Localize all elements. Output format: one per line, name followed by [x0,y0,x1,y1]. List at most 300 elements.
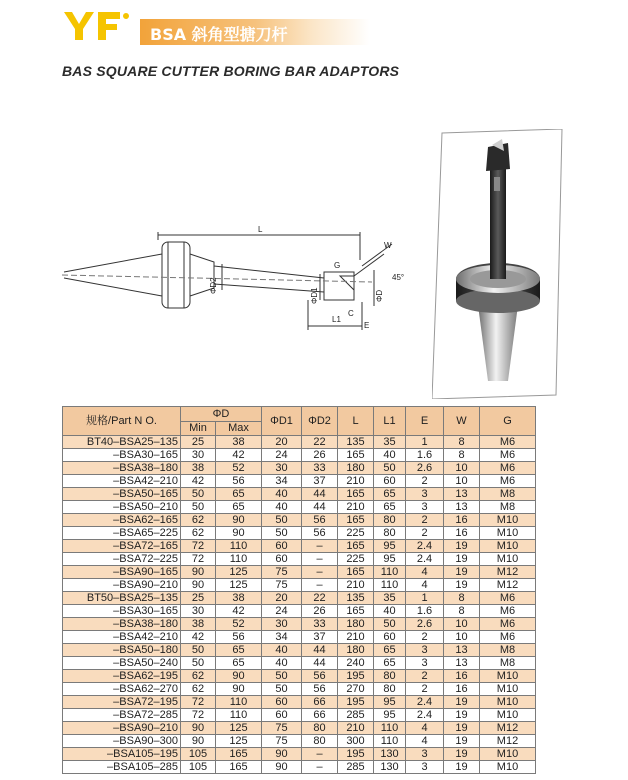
header-e: E [406,407,444,436]
cell-l1: 110 [374,579,406,592]
cell-part-no: –BSA62–195 [63,670,181,683]
cell-d-max: 90 [216,527,262,540]
cell-d-max: 90 [216,514,262,527]
dim-L-label: L [258,225,263,234]
cell-d1: 50 [262,514,302,527]
cell-d-max: 38 [216,436,262,449]
cell-e: 1.6 [406,449,444,462]
header-part-no: 规格/Part N O. [63,407,181,436]
cell-l1: 130 [374,761,406,774]
cell-d-max: 110 [216,696,262,709]
table-row [63,475,536,488]
product-photo [432,129,566,399]
cell-d-max: 110 [216,709,262,722]
cell-l1: 60 [374,631,406,644]
cell-l1: 80 [374,514,406,527]
cell-d-max: 90 [216,670,262,683]
cell-part-no: –BSA105–195 [63,748,181,761]
cell-w: 13 [444,501,480,514]
cell-d2: – [302,748,338,761]
table-row [63,618,536,631]
cell-w: 8 [444,592,480,605]
table-row [63,566,536,579]
table-row [63,488,536,501]
cell-d1: 24 [262,449,302,462]
cell-w: 16 [444,527,480,540]
cell-d-min: 62 [181,527,216,540]
cell-w: 19 [444,553,480,566]
cell-d1: 40 [262,644,302,657]
cell-d1: 40 [262,501,302,514]
cell-d2: 22 [302,592,338,605]
cell-d2: 44 [302,657,338,670]
cell-d-min: 90 [181,566,216,579]
page-subtitle: BAS SQUARE CUTTER BORING BAR ADAPTORS [62,63,400,79]
cell-d-min: 42 [181,631,216,644]
table-row [63,462,536,475]
cell-l1: 95 [374,709,406,722]
cell-d1: 50 [262,683,302,696]
cell-d-min: 72 [181,553,216,566]
cell-g: M6 [480,631,536,644]
cell-d-min: 62 [181,514,216,527]
spec-table [62,406,536,774]
cell-e: 1 [406,592,444,605]
cell-d-min: 72 [181,696,216,709]
cell-l: 285 [338,709,374,722]
cell-d-max: 56 [216,631,262,644]
cell-part-no: –BSA42–210 [63,631,181,644]
cell-d2: 56 [302,514,338,527]
cell-d2: 26 [302,449,338,462]
cell-d1: 75 [262,566,302,579]
cell-l: 165 [338,488,374,501]
cell-part-no: –BSA62–165 [63,514,181,527]
cell-w: 19 [444,748,480,761]
cell-e: 1.6 [406,605,444,618]
header-w: W [444,407,480,436]
cell-d1: 30 [262,462,302,475]
cell-d1: 75 [262,579,302,592]
header-g: G [480,407,536,436]
cell-g: M8 [480,488,536,501]
cell-e: 1 [406,436,444,449]
cell-d-max: 110 [216,553,262,566]
table-row [63,644,536,657]
cell-l: 240 [338,657,374,670]
cell-w: 16 [444,683,480,696]
table-row [63,735,536,748]
cell-e: 3 [406,644,444,657]
cell-d1: 90 [262,748,302,761]
cell-e: 2 [406,514,444,527]
table-row [63,748,536,761]
table-row [63,514,536,527]
cell-l: 165 [338,605,374,618]
cell-l1: 95 [374,696,406,709]
dim-W-label: W [384,241,392,250]
logo-mark-icon [62,8,132,42]
cell-l: 195 [338,696,374,709]
cell-d1: 60 [262,696,302,709]
cell-l: 135 [338,592,374,605]
cell-d-max: 38 [216,592,262,605]
cell-d2: 66 [302,696,338,709]
cell-part-no: BT50–BSA25–135 [63,592,181,605]
table-row [63,579,536,592]
cell-l1: 80 [374,527,406,540]
cell-l: 180 [338,462,374,475]
cell-d2: 56 [302,683,338,696]
cell-d-min: 50 [181,644,216,657]
cell-d2: 44 [302,488,338,501]
cell-g: M10 [480,748,536,761]
cell-g: M10 [480,709,536,722]
cell-l1: 60 [374,475,406,488]
cell-d-min: 72 [181,709,216,722]
cell-d2: 22 [302,436,338,449]
cell-part-no: –BSA72–195 [63,696,181,709]
cell-d-min: 50 [181,488,216,501]
header-d-max: Max [216,422,262,436]
cell-l1: 50 [374,462,406,475]
cell-w: 19 [444,709,480,722]
cell-d1: 40 [262,488,302,501]
cell-d-max: 110 [216,540,262,553]
cell-g: M10 [480,670,536,683]
catalog-header [62,8,628,42]
cell-l: 210 [338,722,374,735]
cell-g: M6 [480,475,536,488]
cell-d-max: 165 [216,761,262,774]
cell-d-max: 125 [216,722,262,735]
cell-d1: 75 [262,735,302,748]
cell-e: 2.4 [406,553,444,566]
dim-L1-label: L1 [332,315,341,324]
cell-l: 195 [338,748,374,761]
table-row [63,592,536,605]
cell-d-min: 105 [181,748,216,761]
cell-g: M12 [480,722,536,735]
cell-w: 8 [444,449,480,462]
cell-part-no: –BSA72–285 [63,709,181,722]
cell-e: 4 [406,722,444,735]
cell-d1: 60 [262,553,302,566]
cell-d-max: 65 [216,657,262,670]
cell-d1: 75 [262,722,302,735]
cell-g: M6 [480,462,536,475]
cell-g: M12 [480,579,536,592]
cell-w: 19 [444,566,480,579]
cell-g: M12 [480,735,536,748]
cell-e: 2 [406,670,444,683]
cell-d-max: 90 [216,683,262,696]
cell-g: M10 [480,696,536,709]
dim-G-label: G [334,261,341,270]
cell-w: 10 [444,631,480,644]
cell-d2: – [302,553,338,566]
cell-e: 3 [406,657,444,670]
cell-d1: 20 [262,592,302,605]
header-d2: ΦD2 [302,407,338,436]
cell-d1: 90 [262,761,302,774]
table-row [63,527,536,540]
cell-w: 19 [444,579,480,592]
cell-e: 3 [406,748,444,761]
cell-l1: 110 [374,722,406,735]
cell-l: 225 [338,553,374,566]
table-row [63,553,536,566]
cell-l1: 65 [374,644,406,657]
cell-g: M10 [480,761,536,774]
cell-d-min: 90 [181,722,216,735]
cell-d1: 30 [262,618,302,631]
cell-d2: 66 [302,709,338,722]
cell-l1: 130 [374,748,406,761]
cell-d-min: 90 [181,579,216,592]
cell-d-min: 50 [181,657,216,670]
cell-d2: 44 [302,501,338,514]
cell-g: M10 [480,540,536,553]
cell-g: M8 [480,644,536,657]
table-row [63,683,536,696]
cell-d1: 34 [262,631,302,644]
table-row [63,709,536,722]
table-row [63,436,536,449]
cell-e: 2 [406,475,444,488]
cell-d1: 20 [262,436,302,449]
cell-d-min: 38 [181,462,216,475]
cell-l: 165 [338,449,374,462]
cell-w: 13 [444,644,480,657]
technical-drawing [62,210,422,360]
cell-d1: 24 [262,605,302,618]
cell-w: 19 [444,735,480,748]
cell-g: M6 [480,436,536,449]
spec-table-body [63,436,536,774]
cell-part-no: –BSA38–180 [63,618,181,631]
cell-l: 165 [338,566,374,579]
cell-l1: 65 [374,657,406,670]
cell-d1: 50 [262,527,302,540]
cell-d2: – [302,566,338,579]
cell-d-max: 52 [216,618,262,631]
cell-e: 4 [406,735,444,748]
cell-d-max: 65 [216,488,262,501]
header-d: ΦD [181,407,262,422]
cell-l: 210 [338,579,374,592]
cell-g: M10 [480,683,536,696]
cell-l: 210 [338,475,374,488]
table-row [63,540,536,553]
cell-d-max: 165 [216,748,262,761]
cell-part-no: –BSA90–210 [63,722,181,735]
cell-d-max: 42 [216,449,262,462]
cell-w: 8 [444,436,480,449]
cell-l: 165 [338,540,374,553]
cell-d-max: 65 [216,501,262,514]
cell-g: M6 [480,618,536,631]
cell-l1: 35 [374,592,406,605]
cell-e: 4 [406,579,444,592]
cell-w: 16 [444,514,480,527]
cell-w: 10 [444,475,480,488]
cell-e: 2.6 [406,618,444,631]
header-d1: ΦD1 [262,407,302,436]
cell-d-min: 25 [181,592,216,605]
cell-d2: – [302,761,338,774]
cell-l1: 50 [374,618,406,631]
table-row [63,631,536,644]
cell-g: M6 [480,449,536,462]
cell-l: 135 [338,436,374,449]
cell-l1: 80 [374,683,406,696]
cell-e: 2.6 [406,462,444,475]
table-row [63,670,536,683]
cell-e: 4 [406,566,444,579]
title-banner [140,19,370,45]
cell-l: 300 [338,735,374,748]
cell-d-min: 105 [181,761,216,774]
cell-g: M10 [480,514,536,527]
cell-l1: 40 [374,605,406,618]
cell-g: M12 [480,566,536,579]
cell-d1: 60 [262,540,302,553]
cell-w: 10 [444,618,480,631]
table-row [63,761,536,774]
cell-d2: 44 [302,644,338,657]
cell-w: 16 [444,670,480,683]
cell-w: 13 [444,657,480,670]
cell-d2: 37 [302,631,338,644]
cell-g: M6 [480,605,536,618]
cell-g: M10 [480,553,536,566]
cell-d2: 37 [302,475,338,488]
cell-l1: 95 [374,553,406,566]
cell-d-min: 62 [181,670,216,683]
cell-l: 195 [338,670,374,683]
cell-part-no: –BSA50–165 [63,488,181,501]
cell-d2: 26 [302,605,338,618]
cell-part-no: –BSA50–180 [63,644,181,657]
header-l: L [338,407,374,436]
cell-g: M8 [480,501,536,514]
cell-part-no: –BSA72–165 [63,540,181,553]
cell-d-max: 125 [216,579,262,592]
cell-d-max: 42 [216,605,262,618]
cell-d2: 80 [302,722,338,735]
cell-e: 2.4 [406,540,444,553]
cell-e: 2.4 [406,709,444,722]
cell-part-no: BT40–BSA25–135 [63,436,181,449]
cell-l: 210 [338,631,374,644]
cell-d-max: 52 [216,462,262,475]
cell-d2: 56 [302,527,338,540]
cell-d-min: 42 [181,475,216,488]
banner-title: BSA 斜角型搪刀杆 [150,25,288,44]
cell-e: 2 [406,527,444,540]
cell-e: 3 [406,501,444,514]
dim-angle-label: 45° [392,273,405,282]
cell-part-no: –BSA50–210 [63,501,181,514]
cell-d2: – [302,540,338,553]
cell-l1: 40 [374,449,406,462]
cell-d-max: 65 [216,644,262,657]
cell-d-max: 56 [216,475,262,488]
cell-d-min: 90 [181,735,216,748]
cell-l1: 110 [374,566,406,579]
cell-d2: 33 [302,462,338,475]
table-row [63,657,536,670]
cell-d-max: 125 [216,735,262,748]
cell-w: 13 [444,488,480,501]
cell-g: M10 [480,527,536,540]
cell-d-min: 62 [181,683,216,696]
cell-part-no: –BSA30–165 [63,449,181,462]
cell-part-no: –BSA72–225 [63,553,181,566]
cell-l: 270 [338,683,374,696]
cell-l1: 35 [374,436,406,449]
cell-part-no: –BSA38–180 [63,462,181,475]
cell-d2: 33 [302,618,338,631]
cell-part-no: –BSA90–210 [63,579,181,592]
cell-l1: 95 [374,540,406,553]
cell-g: M6 [480,592,536,605]
cell-part-no: –BSA105–285 [63,761,181,774]
cell-w: 8 [444,605,480,618]
cell-g: M8 [480,657,536,670]
cell-part-no: –BSA90–300 [63,735,181,748]
cell-e: 2 [406,683,444,696]
cell-d-min: 72 [181,540,216,553]
cell-l: 210 [338,501,374,514]
cell-d-min: 30 [181,449,216,462]
cell-w: 19 [444,540,480,553]
dim-D1-label: ΦD1 [310,287,319,304]
cell-d-max: 125 [216,566,262,579]
cell-l: 180 [338,618,374,631]
cell-l1: 65 [374,501,406,514]
table-row [63,696,536,709]
header-l1: L1 [374,407,406,436]
table-row [63,449,536,462]
cell-l: 285 [338,761,374,774]
cell-l: 165 [338,514,374,527]
cell-part-no: –BSA62–270 [63,683,181,696]
cell-part-no: –BSA42–210 [63,475,181,488]
cell-e: 3 [406,761,444,774]
cell-l1: 65 [374,488,406,501]
cell-e: 2.4 [406,696,444,709]
dim-C-label: C [348,309,354,318]
cell-w: 19 [444,761,480,774]
cell-d1: 40 [262,657,302,670]
cell-e: 3 [406,488,444,501]
cell-l: 180 [338,644,374,657]
cell-l: 225 [338,527,374,540]
cell-d2: – [302,579,338,592]
cell-d-min: 50 [181,501,216,514]
cell-part-no: –BSA90–165 [63,566,181,579]
cell-d1: 50 [262,670,302,683]
cell-l1: 110 [374,735,406,748]
header-d-min: Min [181,422,216,436]
cell-e: 2 [406,631,444,644]
cell-d1: 34 [262,475,302,488]
table-row [63,722,536,735]
cell-d-min: 30 [181,605,216,618]
dim-D-label: ΦD [375,289,384,302]
